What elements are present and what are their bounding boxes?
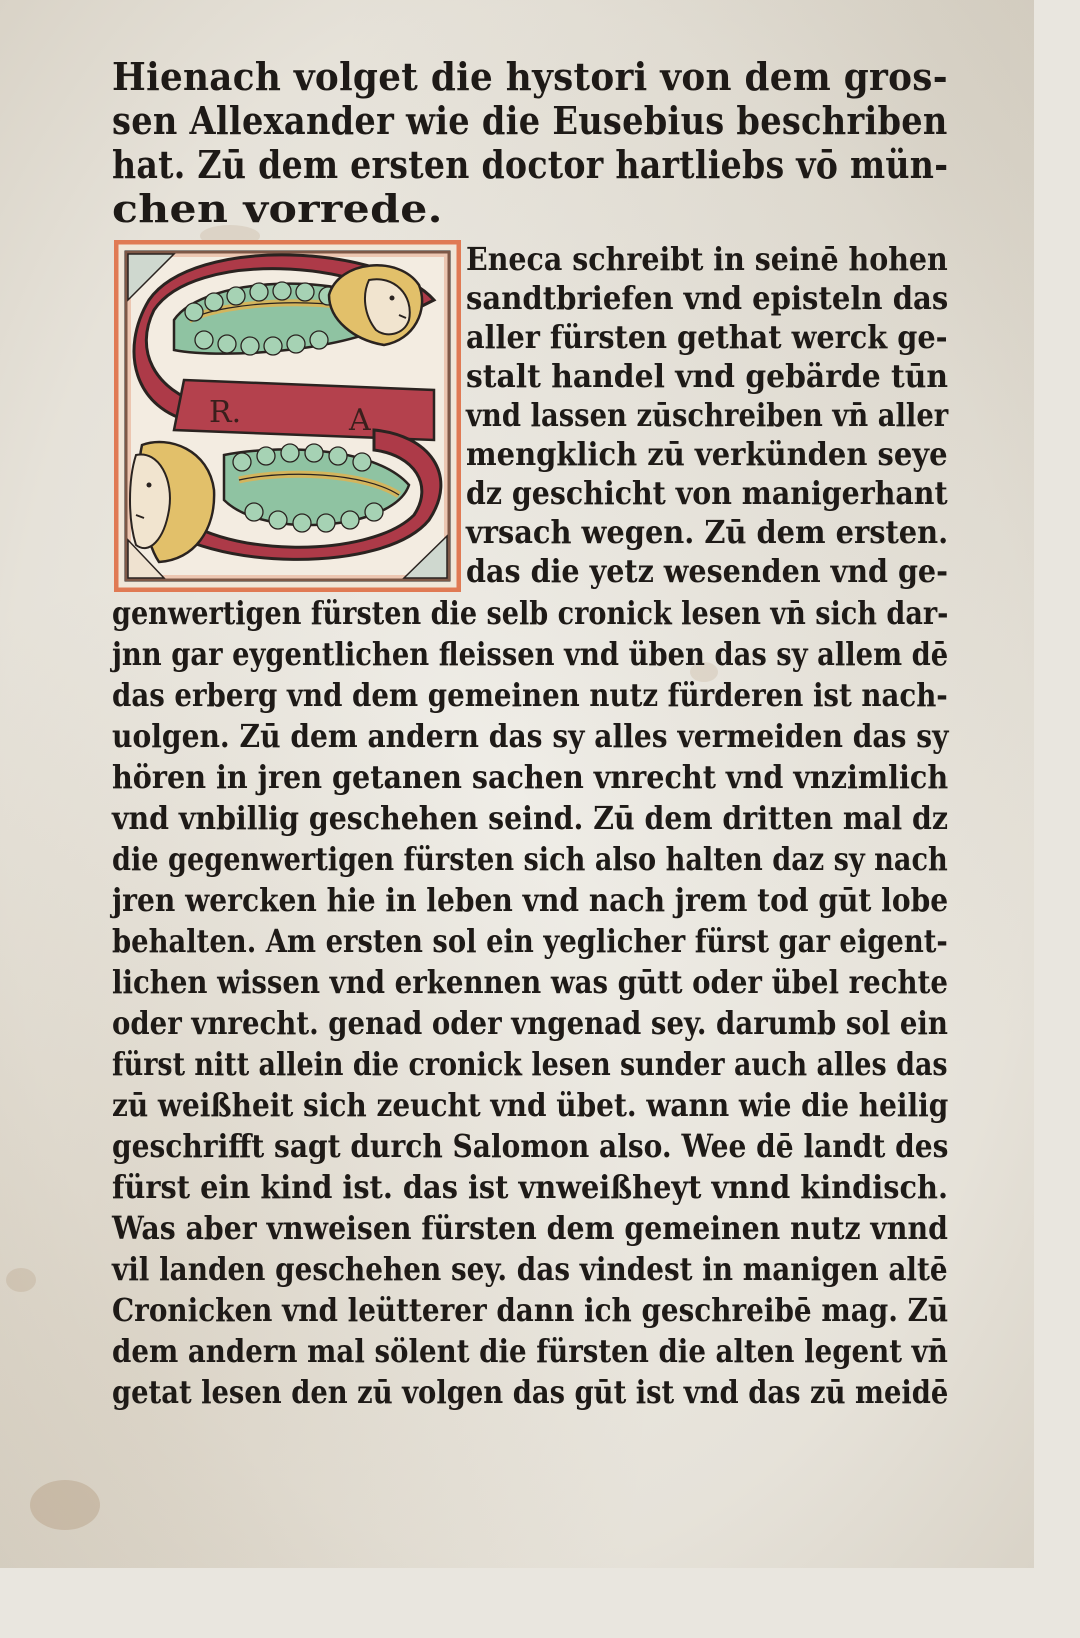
body-line: hören in jren getanen sachen vnrecht vnd vnzimlich	[112, 759, 949, 796]
body-line: Cronicken vnd leütterer dann ich geschreibē mag. Zū	[112, 1292, 949, 1329]
foxing-stain	[30, 1480, 100, 1530]
body-line: vrsach wegen. Zū dem ersten.	[466, 514, 949, 551]
body-line: das die yetz wesenden vnd ge-	[466, 553, 948, 590]
body-line: jren wercken hie in leben vnd nach jrem tod gūt lobe	[112, 882, 949, 919]
heading-line: hat. Zū dem ersten doctor hartliebs vō mün-	[112, 142, 949, 187]
body-line: vnd lassen zūschreiben vn̄ aller	[466, 397, 949, 434]
body-line: jnn gar eygentlichen fleissen vnd üben das sy allem dē	[112, 636, 949, 673]
body-line: geschrifft sagt durch Salomon also. Wee dē landt des	[112, 1128, 949, 1165]
heading-line: sen Allexander wie die Eusebius beschriben	[112, 98, 948, 143]
foxing-stain	[6, 1268, 36, 1292]
initial-inscription-right: A	[349, 403, 371, 438]
body-line: das erberg vnd dem gemeinen nutz fürderen ist nach-	[112, 677, 948, 714]
body-line: mengklich zū verkünden seye	[466, 436, 948, 473]
body-line: dem andern mal sölent die fürsten die alten legent vn̄	[112, 1333, 948, 1370]
body-line: behalten. Am ersten sol ein yeglicher fürst gar eigent-	[112, 923, 948, 960]
body-line: stalt handel vnd gebärde tūn	[466, 358, 949, 395]
body-line: genwertigen fürsten die selb cronick lesen vn̄ sich dar-	[112, 595, 949, 632]
initial-inscription-left: R.	[209, 395, 242, 430]
heading-line: chen vorrede.	[112, 186, 443, 231]
body-line: die gegenwertigen fürsten sich also halten daz sy nach	[112, 841, 948, 878]
body-line: sandtbriefen vnd episteln das	[466, 280, 949, 317]
body-line: uolgen. Zū dem andern das sy alles vermeiden das sy	[112, 718, 949, 755]
body-line: dz geschicht von manigerhant	[466, 475, 948, 512]
body-line: lichen wissen vnd erkennen was gūtt oder übel rechte	[112, 964, 948, 1001]
body-line: aller fürsten gethat werck ge-	[466, 319, 948, 356]
body-line: Eneca schreibt in seinē hohen	[466, 241, 948, 278]
body-line: zū weißheit sich zeucht vnd übet. wann wie die heilig	[112, 1087, 949, 1124]
body-line: getat lesen den zū volgen das gūt ist vnd das zū meidē	[112, 1374, 949, 1411]
illuminated-initial-s	[114, 240, 461, 592]
body-line: fürst nitt allein die cronick lesen sunder auch alles das	[112, 1046, 948, 1083]
body-line: vil landen geschehen sey. das vindest in manigen altē	[112, 1251, 948, 1288]
body-line: oder vnrecht. genad oder vngenad sey. darumb sol ein	[112, 1005, 948, 1042]
heading-line: Hienach volget die hystori von dem gros-	[112, 54, 948, 99]
body-line: fürst ein kind ist. das ist vnweißheyt vnnd kindisch.	[112, 1169, 948, 1206]
body-line: Was aber vnweisen fürsten dem gemeinen nutz vnnd	[112, 1210, 948, 1247]
body-line: vnd vnbillig geschehen seind. Zū dem dritten mal dz	[112, 800, 949, 837]
